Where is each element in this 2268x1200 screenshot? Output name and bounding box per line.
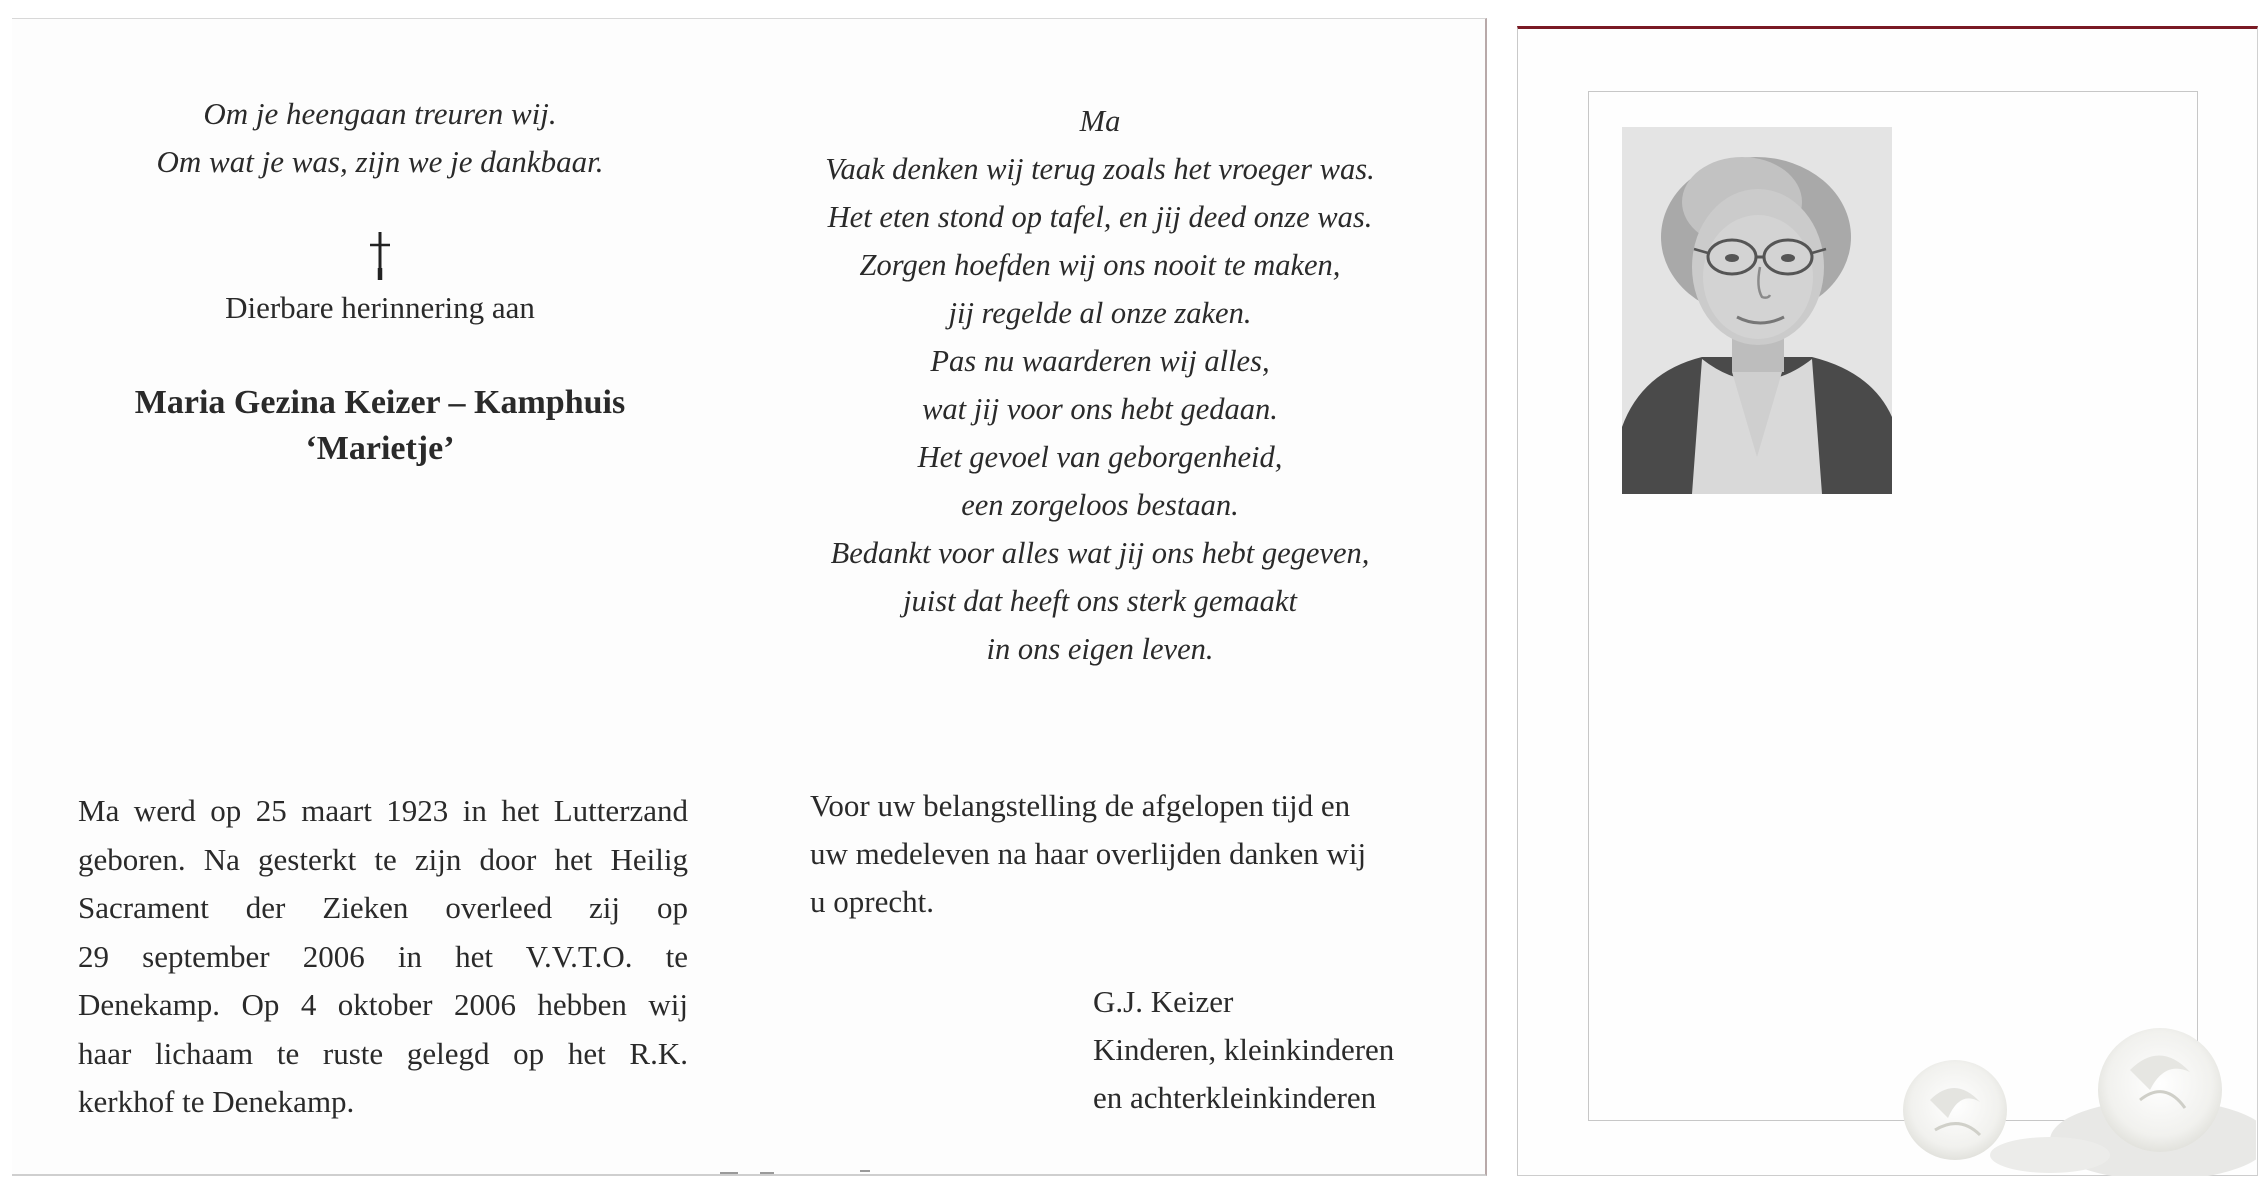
- poem-line: Vaak denken wij terug zoals het vroeger was.: [825, 152, 1375, 186]
- biography-line: haar lichaam te ruste gelegd op het R.K.: [78, 1035, 688, 1071]
- biography-line: Denekamp. Op 4 oktober 2006 hebben wij: [78, 987, 688, 1022]
- biography-line: geboren. Na gesterkt te zijn door het Heilig: [78, 841, 688, 877]
- portrait-photo: [1622, 127, 1892, 494]
- deceased-name-block: [40, 380, 720, 472]
- scan-mark: [860, 1170, 870, 1172]
- poem-line: Het eten stond op tafel, en jij deed onze was.: [827, 200, 1373, 234]
- signatory-line: Kinderen, kleinkinderen: [1093, 1032, 1395, 1067]
- white-roses-icon: [1860, 990, 2256, 1176]
- poem-line: een zorgeloos bestaan.: [961, 488, 1239, 522]
- signatory-line: G.J. Keizer: [1093, 984, 1234, 1019]
- scan-mark: [760, 1172, 774, 1174]
- scan-mark: [720, 1172, 738, 1174]
- deceased-nickname: ‘Marietje’: [305, 430, 455, 467]
- deceased-full-name: Maria Gezina Keizer – Kamphuis: [134, 384, 626, 421]
- biography-line: Sacrament der Zieken overleed zij op: [78, 890, 688, 925]
- poem-line: Het gevoel van geborgenheid,: [917, 440, 1283, 474]
- poem: [765, 97, 1435, 673]
- thanks-line: u oprecht.: [810, 884, 934, 919]
- poem-line: juist dat heeft ons sterk gemaakt: [903, 584, 1297, 618]
- thanks-line: uw medeleven na haar overlijden danken wij: [810, 836, 1367, 871]
- verse-line-1: Om je heengaan treuren wij.: [203, 96, 557, 131]
- poem-line: wat jij voor ons hebt gedaan.: [922, 392, 1278, 426]
- cross-icon: [355, 228, 405, 282]
- poem-title: Ma: [1079, 104, 1121, 138]
- poem-line: Zorgen hoefden wij ons nooit te maken,: [859, 248, 1341, 282]
- memory-label: Dierbare herinnering aan: [225, 290, 535, 325]
- thanks-message: [810, 782, 1430, 926]
- biography: [78, 787, 688, 1127]
- poem-line: jij regelde al onze zaken.: [948, 296, 1252, 330]
- verse-line-2: Om wat je was, zijn we je dankbaar.: [156, 144, 604, 179]
- biography-line: Ma werd op 25 maart 1923 in het Lutterzand: [78, 793, 688, 828]
- biography-line: 29 september 2006 in het V.V.T.O. te: [78, 938, 688, 974]
- poem-line: in ons eigen leven.: [986, 632, 1214, 666]
- thanks-line: Voor uw belangstelling de afgelopen tijd en: [810, 788, 1351, 823]
- poem-line: Bedankt voor alles wat jij ons hebt gegeven,: [830, 536, 1370, 570]
- signatories: [1093, 978, 1483, 1122]
- biography-line: kerkhof te Denekamp.: [78, 1084, 355, 1119]
- opening-verse: [95, 90, 665, 186]
- signatory-line: en achterkleinkinderen: [1093, 1080, 1377, 1115]
- poem-line: Pas nu waarderen wij alles,: [930, 344, 1270, 378]
